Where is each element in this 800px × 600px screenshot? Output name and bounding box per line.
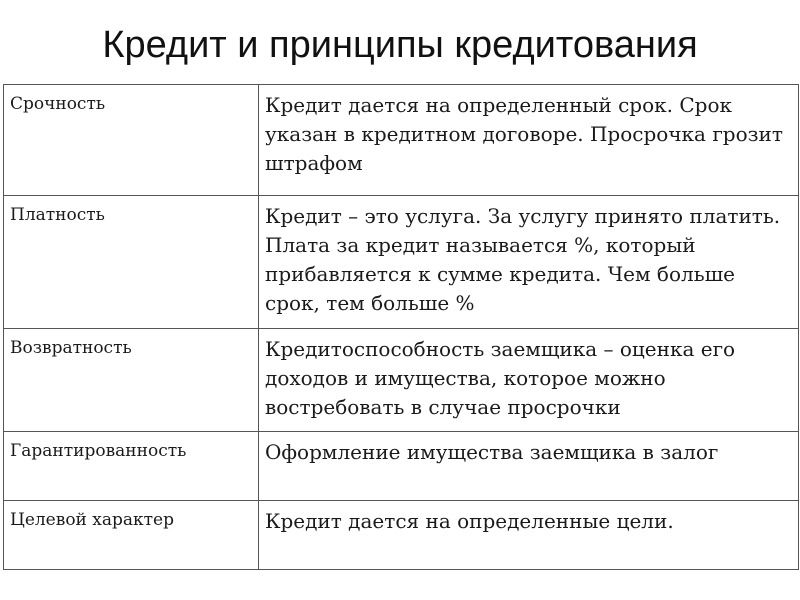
principle-name: Возвратность [4, 329, 259, 432]
table-row [4, 501, 799, 570]
principle-description: Кредитоспособность заемщика – оценка его доходов и имущества, которое можно востребовать в случае просрочки [259, 329, 799, 432]
table-row [4, 432, 799, 501]
principle-name: Целевой характер [4, 501, 259, 570]
credit-principles-table [3, 84, 799, 570]
principle-description: Кредит дается на определенный срок. Срок указан в кредитном договоре. Просрочка грозит штрафом [259, 85, 799, 196]
principle-name: Гарантированность [4, 432, 259, 501]
principle-description: Кредит дается на определенные цели. [259, 501, 799, 570]
principle-name: Срочность [4, 85, 259, 196]
principle-description: Кредит – это услуга. За услугу принято платить. Плата за кредит называется %, который прибавляется к сумме кредита. Чем больше срок, тем больше % [259, 196, 799, 329]
principle-description: Оформление имущества заемщика в залог [259, 432, 799, 501]
slide-title: Кредит и принципы кредитования [102, 24, 698, 66]
table-row [4, 85, 799, 196]
table-row [4, 196, 799, 329]
table-row [4, 329, 799, 432]
principle-name: Платность [4, 196, 259, 329]
